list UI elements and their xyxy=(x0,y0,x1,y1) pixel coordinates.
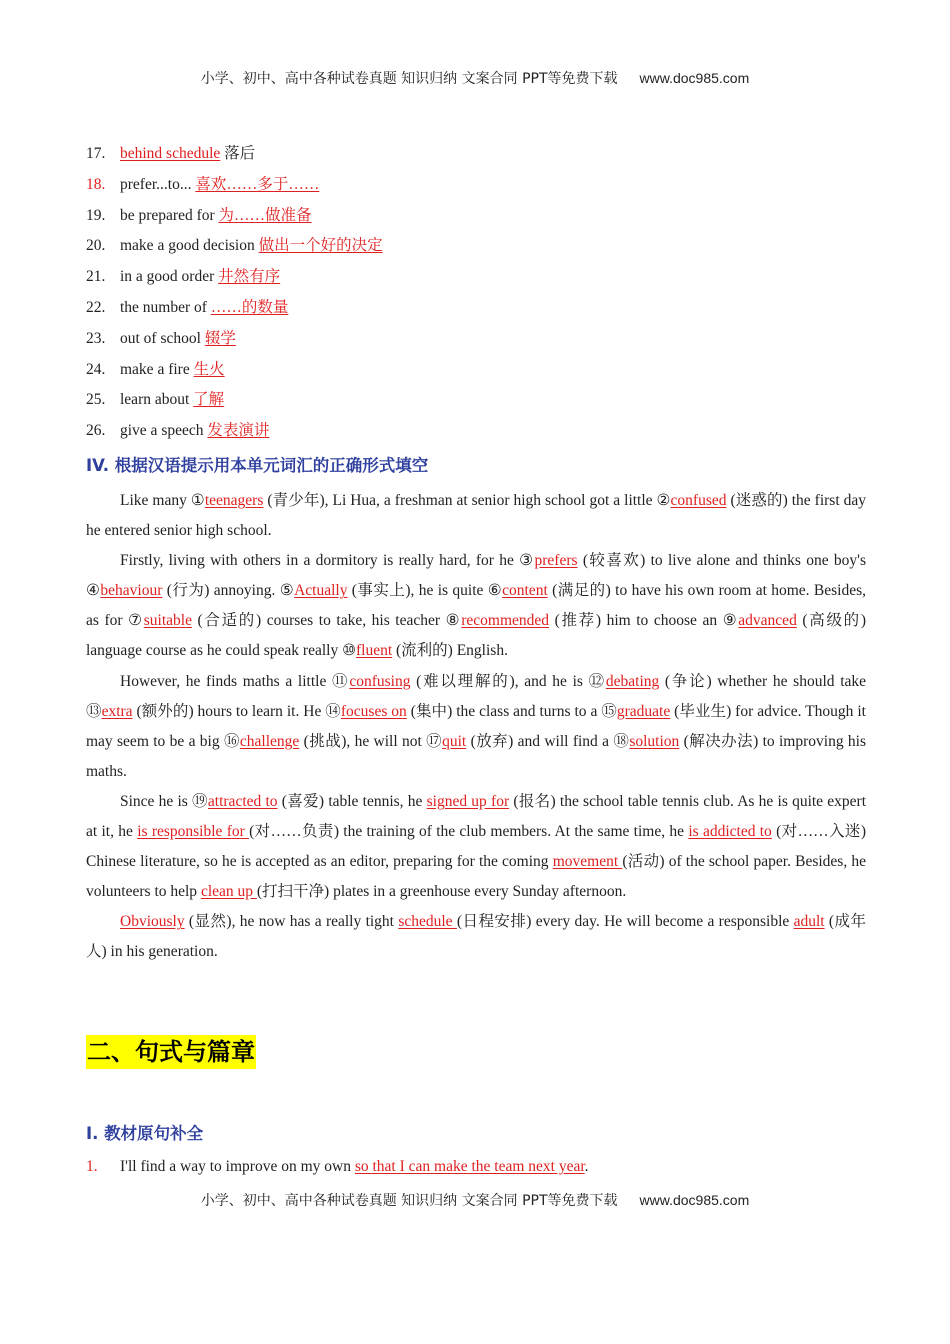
vocab-phrase: in a good order xyxy=(120,268,219,286)
vocab-phrase: prefer...to... xyxy=(120,175,196,193)
vocab-list xyxy=(86,143,866,451)
header-site[interactable]: www.doc985.com xyxy=(639,70,750,86)
passage-text: (显然), he now has a really tight xyxy=(184,913,399,931)
sentence-item xyxy=(86,1156,866,1178)
vocab-phrase: give a speech xyxy=(120,422,208,440)
vocab-item xyxy=(86,235,866,266)
passage-text: However, he finds maths a little ⑪ xyxy=(120,672,350,690)
passage-text: (解决办法) to improving his maths. xyxy=(86,732,866,780)
vocab-phrase: out of school xyxy=(120,329,205,347)
passage-text: (合适的) courses to take, his teacher ⑧ xyxy=(191,612,462,630)
passage-text: (活动) of the school paper. Besides, he volunteers to help xyxy=(86,853,867,901)
blank-answer: content xyxy=(502,582,548,600)
fill-in-passage xyxy=(86,486,866,968)
vocab-item xyxy=(86,420,866,451)
passage-text: (较喜欢) to live alone and thinks one boy's ④ xyxy=(86,552,866,600)
passage-text: (迷惑的) the first day he entered senior high school. xyxy=(86,492,866,540)
passage-text: (青少年), Li Hua, a freshman at senior high school got a little ② xyxy=(263,492,671,509)
blank-answer: recommended xyxy=(461,612,550,630)
vocab-number: 21. xyxy=(86,268,106,286)
blank-answer: advanced xyxy=(738,612,797,630)
blank-answer: is responsible for xyxy=(137,823,250,841)
vocab-phrase: learn about xyxy=(120,391,194,409)
passage-text: (报名) the school table tennis club. As he is quite expert at it, he xyxy=(86,792,867,841)
vocab-phrase: make a fire xyxy=(120,360,194,378)
passage-text: (喜爱) table tennis, he xyxy=(277,792,427,810)
vocab-answer: behind schedule xyxy=(120,145,221,162)
vocab-answer: 井然有序 xyxy=(218,268,281,286)
blank-answer: schedule xyxy=(398,913,457,931)
blank-answer: quit xyxy=(442,732,467,750)
vocab-number: 24. xyxy=(86,360,106,378)
blank-answer: clean up xyxy=(200,883,257,901)
blank-answer: prefers xyxy=(534,552,578,570)
vocab-phrase: the number of xyxy=(120,298,211,316)
passage-text: (对……入迷) Chinese literature, so he is accepted as an editor, preparing for the coming xyxy=(86,823,867,871)
blank-answer: confusing xyxy=(349,672,411,690)
blank-answer: movement xyxy=(552,853,623,871)
part-two-heading: 二、句式与篇章 xyxy=(86,1035,256,1069)
vocab-answer: 辍学 xyxy=(204,329,236,347)
passage-text: Like many ① xyxy=(120,492,205,509)
vocab-item xyxy=(86,266,866,297)
passage-text: (争论) whether he should take ⑬ xyxy=(86,672,867,720)
vocab-phrase: make a good decision xyxy=(120,237,259,255)
blank-answer: signed up for xyxy=(426,792,510,810)
passage-text: Since he is ⑲ xyxy=(120,792,208,810)
blank-answer: suitable xyxy=(143,612,192,630)
section-iv-title: IV. 根据汉语提示用本单元词汇的正确形式填空 xyxy=(86,456,429,475)
vocab-item xyxy=(86,205,866,236)
blank-answer: extra xyxy=(101,702,133,720)
blank-answer: confused xyxy=(670,492,727,509)
blank-answer: debating xyxy=(605,672,660,690)
passage-text: Firstly, living with others in a dormitory is really hard, for he ③ xyxy=(120,552,535,570)
section-i-title: I. 教材原句补全 xyxy=(86,1124,204,1143)
page-header xyxy=(0,68,950,88)
footer-site[interactable]: www.doc985.com xyxy=(639,1192,750,1208)
sentence-answer: so that I can make the team next year xyxy=(354,1158,585,1175)
vocab-item xyxy=(86,143,866,174)
vocab-number: 19. xyxy=(86,206,106,224)
footer-text: 小学、初中、高中各种试卷真题 知识归纳 文案合同 PPT等免费下载 xyxy=(200,1193,618,1209)
passage-paragraph-4 xyxy=(86,787,866,907)
blank-answer: attracted to xyxy=(207,792,278,810)
vocab-answer: 喜欢……多于…… xyxy=(195,175,320,193)
passage-text: (打扫干净) plates in a greenhouse every Sunday afternoon. xyxy=(256,883,627,901)
vocab-number: 25. xyxy=(86,391,106,409)
blank-answer: adult xyxy=(793,913,825,931)
passage-text: (行为) annoying. ⑤ xyxy=(162,582,295,600)
page-footer xyxy=(0,1190,950,1210)
blank-answer: teenagers xyxy=(204,492,264,509)
passage-text: (日程安排) every day. He will become a responsible xyxy=(456,913,794,931)
vocab-number: 18. xyxy=(86,175,106,193)
header-text: 小学、初中、高中各种试卷真题 知识归纳 文案合同 PPT等免费下载 xyxy=(200,71,618,87)
blank-answer: challenge xyxy=(239,732,300,750)
vocab-item xyxy=(86,174,866,205)
blank-answer: Actually xyxy=(294,582,348,600)
blank-answer: is addicted to xyxy=(688,823,772,841)
vocab-answer: 做出一个好的决定 xyxy=(258,237,383,255)
passage-text: (推荐) him to choose an ⑨ xyxy=(549,612,739,630)
blank-answer: solution xyxy=(629,732,680,750)
vocab-answer: 发表演讲 xyxy=(207,422,270,440)
vocab-item xyxy=(86,328,866,359)
passage-text: (事实上), he is quite ⑥ xyxy=(347,582,503,600)
vocab-item xyxy=(86,297,866,328)
vocab-number: 23. xyxy=(86,329,106,347)
vocab-phrase: be prepared for xyxy=(120,206,219,224)
vocab-number: 17. xyxy=(86,145,106,162)
passage-text: (挑战), he will not ⑰ xyxy=(299,732,443,750)
sentence-end: . xyxy=(584,1158,589,1175)
passage-text: (高级的) language course as he could speak really ⑩ xyxy=(86,612,867,660)
passage-text: (满足的) to have his own room at home. Besides, as for ⑦ xyxy=(86,582,867,630)
vocab-number: 26. xyxy=(86,422,106,440)
vocab-item xyxy=(86,359,866,390)
passage-paragraph-5 xyxy=(86,907,866,967)
passage-text: (额外的) hours to learn it. He ⑭ xyxy=(132,702,341,720)
vocab-answer: 了解 xyxy=(193,391,225,409)
vocab-number: 22. xyxy=(86,298,106,316)
passage-paragraph-3 xyxy=(86,667,866,787)
passage-text: (流利的) English. xyxy=(392,642,508,660)
blank-answer: fluent xyxy=(355,642,393,660)
passage-text: (成年人) in his generation. xyxy=(86,913,866,961)
passage-paragraph-2 xyxy=(86,546,866,666)
passage-text: (放弃) and will find a ⑱ xyxy=(466,732,630,750)
vocab-number: 20. xyxy=(86,237,106,255)
blank-answer: graduate xyxy=(616,702,671,720)
vocab-answer: 生火 xyxy=(193,360,225,378)
vocab-meaning: 落后 xyxy=(220,145,256,162)
sentence-text: I'll find a way to improve on my own xyxy=(120,1158,355,1175)
vocab-item xyxy=(86,389,866,420)
blank-answer: focuses on xyxy=(340,702,407,720)
sentence-number: 1. xyxy=(86,1158,98,1175)
blank-answer: Obviously xyxy=(120,913,185,931)
passage-paragraph-1 xyxy=(86,486,866,546)
passage-text: (毕业生) for advice. Though it may seem to be a big ⑯ xyxy=(86,702,866,750)
vocab-answer: ……的数量 xyxy=(210,298,289,316)
passage-text: (难以理解的), and he is ⑫ xyxy=(410,672,606,690)
passage-text: (对……负责) the training of the club members. At the same time, he xyxy=(249,823,689,841)
passage-text: (集中) the class and turns to a ⑮ xyxy=(406,702,617,720)
blank-answer: behaviour xyxy=(100,582,163,600)
vocab-answer: 为……做准备 xyxy=(218,206,312,224)
